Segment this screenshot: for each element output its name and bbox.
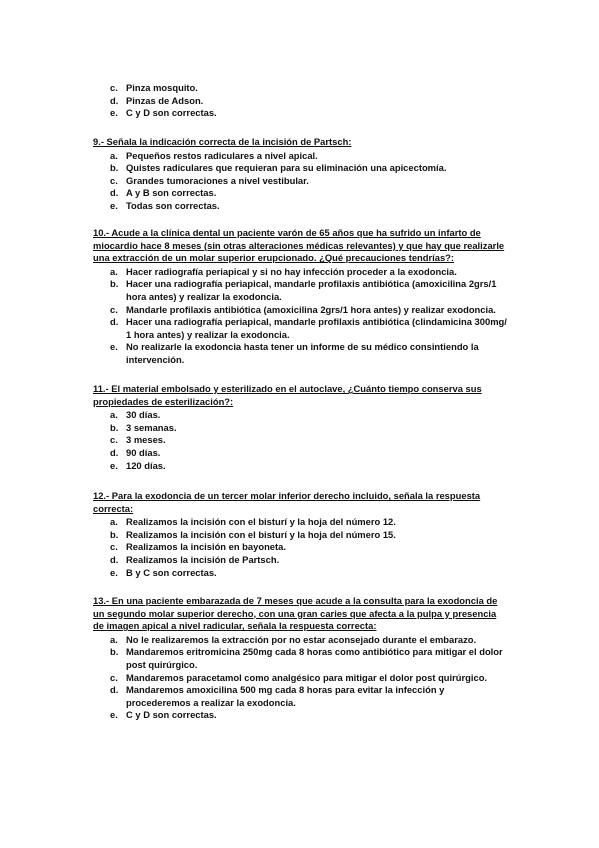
option-letter: d.	[110, 684, 119, 696]
question-text: 13.- En una paciente embarazada de 7 meses que acude a la consulta para la exodoncia de un segundo molar superior derecho, con una gran caries que afecta a la pulpa y presencia de imagen apical a nivel radicular, señala la respuesta correcta:	[93, 595, 498, 632]
option-letter: a.	[110, 409, 118, 421]
option-b	[110, 528, 508, 542]
option-c	[110, 541, 508, 554]
option-a	[110, 149, 508, 163]
option-text: 120 días.	[126, 459, 166, 471]
option-letter: e.	[110, 199, 118, 211]
option-letter: c.	[110, 671, 118, 683]
option-text: 30 días.	[126, 409, 161, 421]
question-12	[0, 490, 599, 579]
option-c	[110, 82, 508, 95]
option-letter: a.	[110, 265, 118, 277]
option-text: Pinzas de Adson.	[126, 94, 204, 106]
option-text: Mandaremos eritromicina 250mg cada 8 horas como antibiótico para mitigar el dolor post quirúrgico.	[126, 646, 503, 670]
option-b	[110, 278, 508, 303]
option-letter: c.	[110, 82, 118, 93]
question-text: 9.- Señala la indicación correcta de la incisión de Partsch:	[93, 136, 352, 147]
option-c	[110, 434, 508, 447]
option-letter: c.	[110, 303, 118, 315]
option-letter: c.	[110, 174, 118, 186]
option-text: Pinza mosquito.	[126, 82, 198, 93]
option-letter: c.	[110, 541, 118, 553]
option-text: Mandaremos paracetamol como analgésico para mitigar el dolor post quirúrgico.	[126, 671, 488, 683]
option-b	[110, 646, 508, 671]
option-text: Realizamos la incisión con el bisturí y la hoja del número 12.	[126, 516, 396, 528]
question-9	[0, 136, 599, 213]
option-text: Hacer una radiografía periapical, mandarle profilaxis antibiótica (clindamicina 300mg/ 1 hora antes) y realizar la exodoncia.	[126, 316, 507, 340]
option-text: Pequeños restos radiculares a nivel apical.	[126, 149, 318, 161]
option-text: Realizamos la incisión en bayoneta.	[126, 541, 286, 553]
option-letter: a.	[110, 149, 118, 161]
question-10	[0, 227, 599, 367]
option-d	[110, 316, 508, 341]
option-c	[110, 174, 508, 188]
option-a	[110, 516, 508, 529]
option-letter: e.	[110, 459, 118, 471]
option-text: Realizamos la incisión con el bisturí y la hoja del número 15.	[126, 528, 396, 540]
option-letter: e.	[110, 566, 118, 578]
option-e	[110, 709, 508, 722]
option-text: Mandaremos amoxicilina 500 mg cada 8 horas para evitar la infección y procederemos a realizar la exodoncia.	[126, 684, 445, 708]
question-text: 10.- Acude a la clínica dental un paciente varón de 65 años que ha sufrido un infarto de miocardio hace 8 meses (sin otras alteraciones médicas relevantes) y que hay que realizarle una extracción de un molar superior erupcionado. ¿Qué precauciones tendrías?:	[93, 227, 505, 264]
option-letter: e.	[110, 341, 118, 353]
option-e	[110, 199, 508, 213]
option-a	[110, 409, 508, 422]
option-letter: d.	[110, 94, 119, 106]
option-text: Todas son correctas.	[126, 199, 220, 211]
option-letter: b.	[110, 421, 119, 433]
option-text: Realizamos la incisión de Partsch.	[126, 553, 280, 565]
option-text: Mandarle profilaxis antibiótica (amoxicilina 2grs/1 hora antes) y realizar exodoncia.	[126, 303, 496, 315]
option-c	[110, 303, 508, 317]
option-text: Quistes radiculares que requieran para su eliminación una apicectomía.	[126, 162, 447, 174]
option-b	[110, 421, 508, 435]
option-e	[110, 341, 508, 366]
option-a	[110, 265, 508, 279]
option-letter: a.	[110, 633, 118, 645]
option-letter: b.	[110, 646, 119, 658]
option-a	[110, 633, 508, 647]
option-c	[110, 671, 508, 685]
option-text: 3 semanas.	[126, 421, 177, 433]
option-letter: b.	[110, 528, 119, 540]
option-letter: d.	[110, 553, 119, 565]
question-text: 11.- El material embolsado y esterilizado en el autoclave, ¿Cuánto tiempo conserva sus propiedades de esterilización?:	[93, 383, 482, 407]
option-e	[110, 566, 508, 580]
option-d	[110, 94, 508, 108]
option-letter: b.	[110, 278, 119, 290]
option-letter: d.	[110, 446, 119, 458]
option-text: Grandes tumoraciones a nivel vestibular.	[126, 174, 309, 186]
option-e	[110, 459, 508, 473]
option-text: No le realizaremos la extracción por no estar aconsejado durante el embarazo.	[126, 633, 477, 645]
option-d	[110, 553, 508, 567]
option-e	[110, 107, 508, 120]
option-text: B y C son correctas.	[126, 566, 217, 578]
question-11	[0, 383, 599, 472]
option-text: A y B son correctas.	[126, 187, 217, 199]
option-letter: c.	[110, 434, 118, 446]
option-letter: d.	[110, 316, 119, 328]
question-13	[0, 595, 599, 722]
option-letter: e.	[110, 107, 118, 119]
option-text: 3 meses.	[126, 434, 166, 446]
option-letter: b.	[110, 162, 119, 174]
previous-question-options	[0, 82, 599, 120]
option-text: 90 días.	[126, 446, 161, 458]
option-text: No realizarle la exodoncia hasta tener un informe de su médico consintiendo la intervención.	[126, 341, 479, 365]
option-d	[110, 684, 508, 709]
option-text: C y D son correctas.	[126, 709, 217, 721]
option-text: Hacer radiografía periapical y si no hay infección proceder a la exodoncia.	[126, 265, 457, 277]
option-b	[110, 162, 508, 175]
option-text: Hacer una radiografía periapical, mandarle profilaxis antibiótica (amoxicilina 2grs/1 hora antes) y realizar la exodoncia.	[126, 278, 497, 302]
option-d	[110, 446, 508, 460]
option-letter: e.	[110, 709, 118, 721]
question-text: 12.- Para la exodoncia de un tercer molar inferior derecho incluido, señala la respuesta correcta:	[93, 490, 481, 514]
option-d	[110, 187, 508, 200]
option-text: C y D son correctas.	[126, 107, 217, 119]
option-letter: a.	[110, 516, 118, 528]
option-letter: d.	[110, 187, 119, 199]
